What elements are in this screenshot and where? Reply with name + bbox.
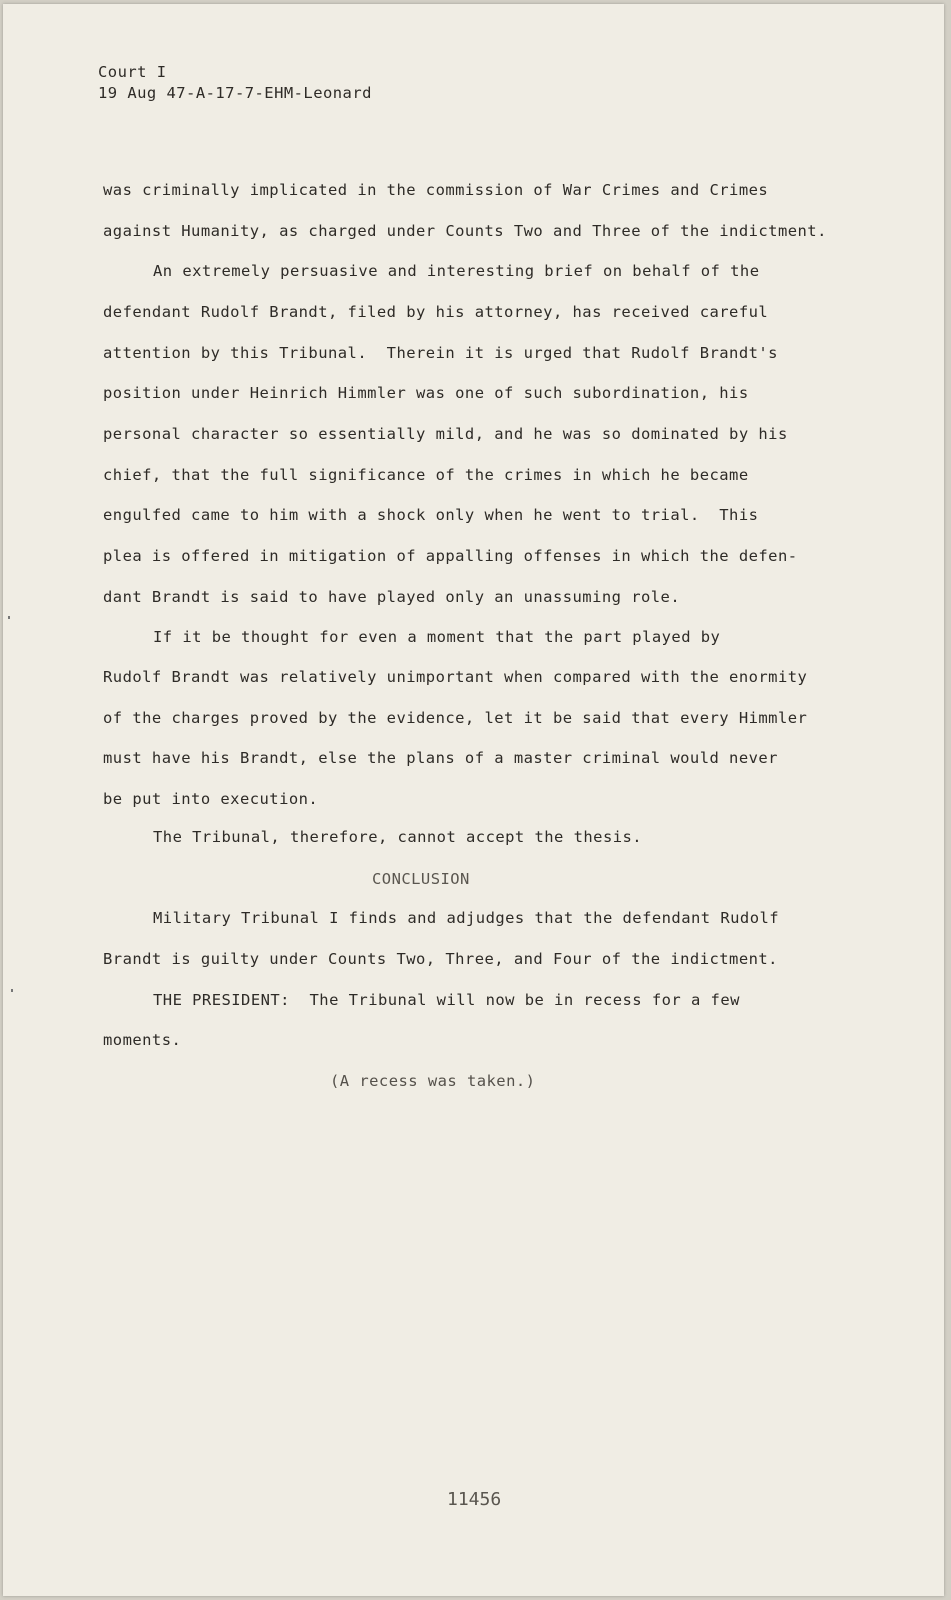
section-heading: CONCLUSION [372,870,470,888]
text-line: personal character so essentially mild, and he was so dominated by his [103,425,788,443]
text-line: THE PRESIDENT: The Tribunal will now be in recess for a few [153,991,740,1009]
text-line: was criminally implicated in the commission of War Crimes and Crimes [103,181,769,199]
recess-note: (A recess was taken.) [330,1072,536,1090]
text-line: be put into execution. [103,790,319,808]
document-page [3,4,944,1596]
court-label: Court I [98,63,167,81]
session-reference: 19 Aug 47-A-17-7-EHM-Leonard [98,84,372,102]
text-line: of the charges proved by the evidence, let it be said that every Himmler [103,709,808,727]
text-line: If it be thought for even a moment that the part played by [153,628,721,646]
text-line: must have his Brandt, else the plans of a master criminal would never [103,749,778,767]
margin-mark [8,616,10,619]
text-line: dant Brandt is said to have played only an unassuming role. [103,588,681,606]
text-line: attention by this Tribunal. Therein it is urged that Rudolf Brandt's [103,344,778,362]
text-line: The Tribunal, therefore, cannot accept the thesis. [153,828,643,846]
text-line: against Humanity, as charged under Counts Two and Three of the indictment. [103,222,827,240]
text-line: An extremely persuasive and interesting brief on behalf of the [153,262,760,280]
margin-mark [11,989,13,992]
text-line: engulfed came to him with a shock only when he went to trial. This [103,506,759,524]
page-number: 11456 [447,1489,502,1510]
text-line: chief, that the full significance of the crimes in which he became [103,466,749,484]
text-line: defendant Rudolf Brandt, filed by his attorney, has received careful [103,303,769,321]
text-line: Military Tribunal I finds and adjudges that the defendant Rudolf [153,909,780,927]
text-line: Brandt is guilty under Counts Two, Three, and Four of the indictment. [103,950,778,968]
text-line: moments. [103,1031,182,1049]
text-line: position under Heinrich Himmler was one of such subordination, his [103,384,749,402]
text-line: plea is offered in mitigation of appalling offenses in which the defen- [103,547,798,565]
text-line: Rudolf Brandt was relatively unimportant when compared with the enormity [103,668,808,686]
